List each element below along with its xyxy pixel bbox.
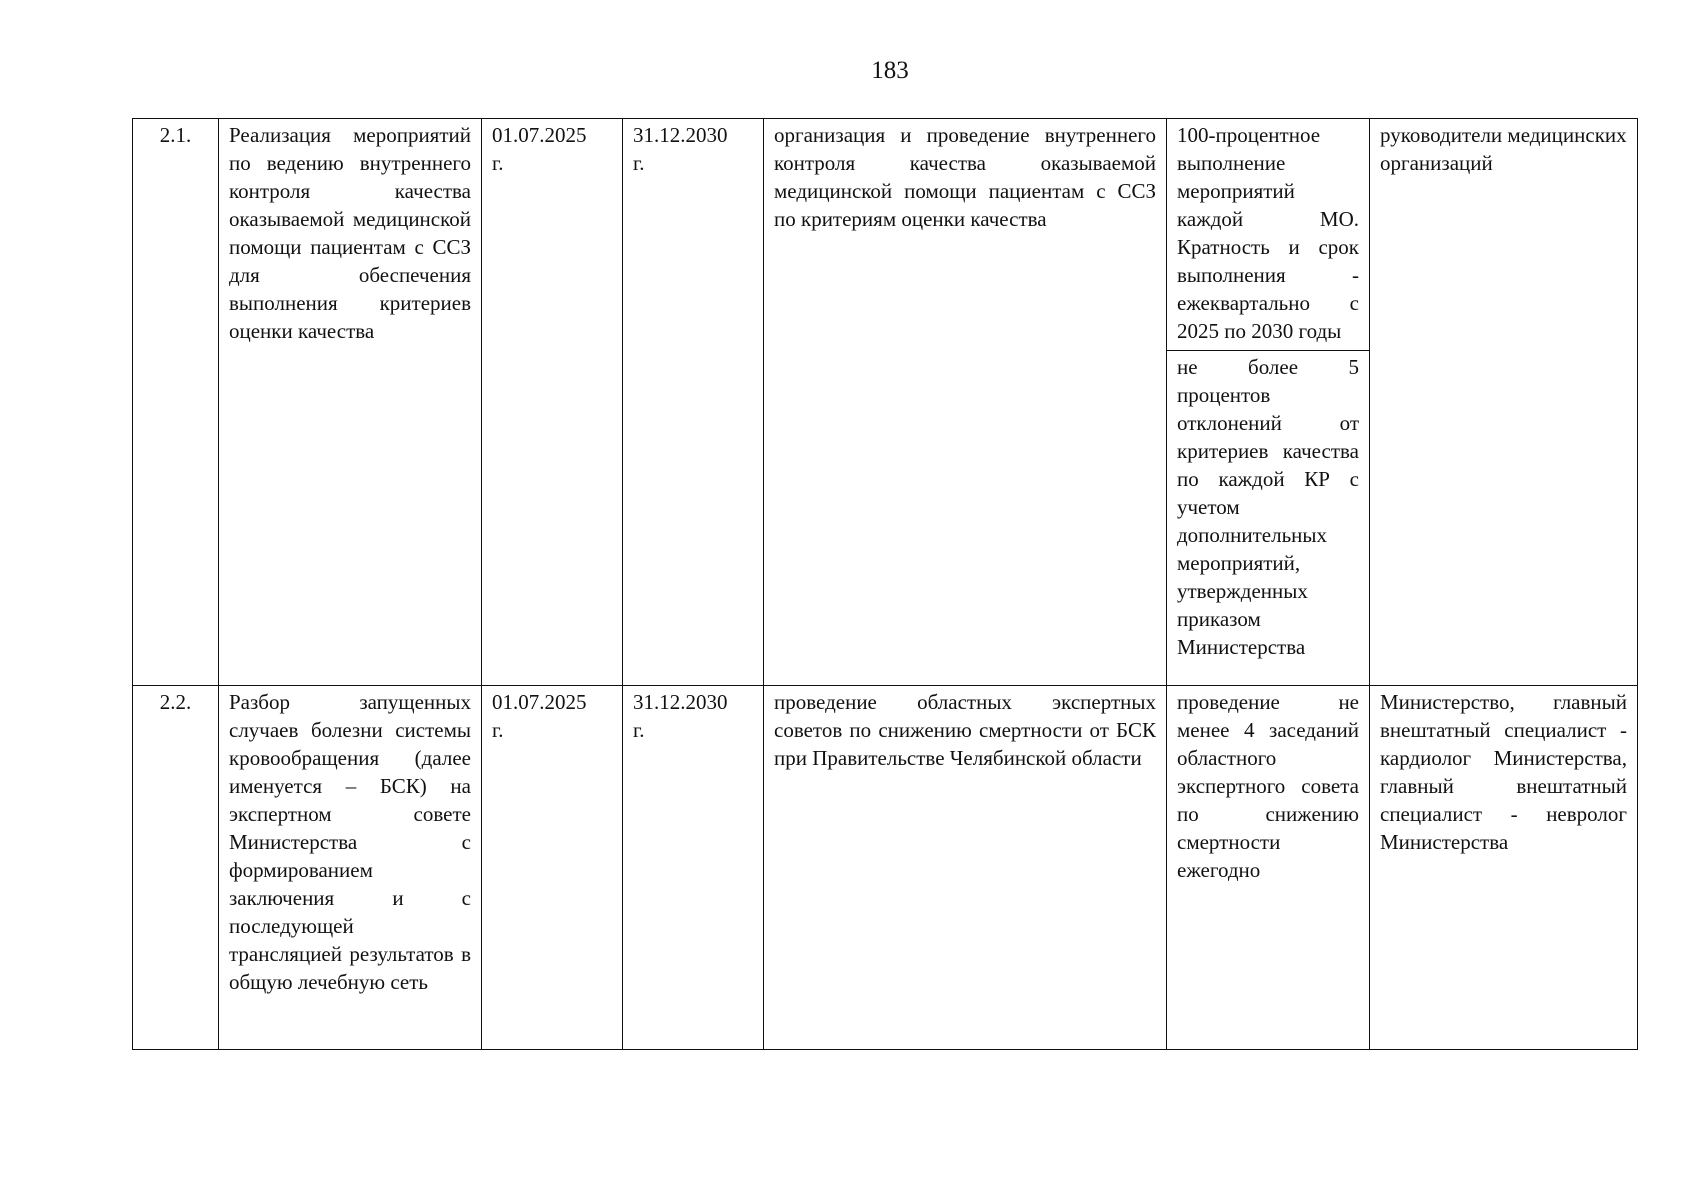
start-date-cell [482,686,623,1050]
end-date: 31.12.2030 [633,123,728,147]
start-date: 01.07.2025 [492,690,587,714]
end-date-suffix: г. [633,718,645,742]
responsible: Министерство, главный внештатный специалист - кардиолог Министерства, главный внештатный специалист - невролог Министерства [1380,690,1627,854]
page-number: 183 [871,57,909,84]
row-number-cell [133,119,219,686]
table-row [133,119,1638,351]
start-date-cell [482,119,623,686]
description: проведение областных экспертных советов по снижению смертности от БСК при Правительстве Челябинской области [774,690,1156,770]
indicator-text: 100-процентное выполнение мероприятий каждой МО. Кратность и срок выполнения - ежеквартально с 2025 по 2030 годы [1177,123,1359,343]
start-date: 01.07.2025 [492,123,587,147]
end-date-cell [623,686,764,1050]
activities-table [132,118,1638,1050]
description: организация и проведение внутреннего контроля качества оказываемой медицинской помощи пациентам с ССЗ по критериям оценки качества [774,123,1156,231]
indicator-cell [1167,351,1370,686]
indicator-text: проведение не менее 4 заседаний областного экспертного совета по снижению смертности ежегодно [1177,690,1359,882]
end-date: 31.12.2030 [633,690,728,714]
row-number: 2.1. [159,123,192,147]
start-date-suffix: г. [492,718,504,742]
activity-name: Разбор запущенных случаев болезни системы кровообращения (далее именуется – БСК) на экспертном совете Министерства с формированием заключения и с последующей трансляцией результатов в общую лечебную сеть [229,690,471,994]
row-number: 2.2. [159,690,192,714]
responsible-cell [1370,119,1638,686]
responsible: руководители медицинских организаций [1380,123,1627,175]
description-cell [764,119,1167,686]
end-date-cell [623,119,764,686]
responsible-cell [1370,686,1638,1050]
end-date-suffix: г. [633,151,645,175]
activity-name: Реализация мероприятий по ведению внутреннего контроля качества оказываемой медицинской помощи пациентам с ССЗ для обеспечения выполнения критериев оценки качества [229,123,471,343]
activity-name-cell [219,686,482,1050]
row-number-cell [133,686,219,1050]
indicator-cell [1167,686,1370,1050]
indicator-cell [1167,119,1370,351]
activity-name-cell [219,119,482,686]
table-row [133,686,1638,1050]
start-date-suffix: г. [492,151,504,175]
description-cell [764,686,1167,1050]
indicator-text: не более 5 процентов отклонений от критериев качества по каждой КР с учетом дополнительных мероприятий, утвержденных приказом Министерства [1177,355,1359,659]
